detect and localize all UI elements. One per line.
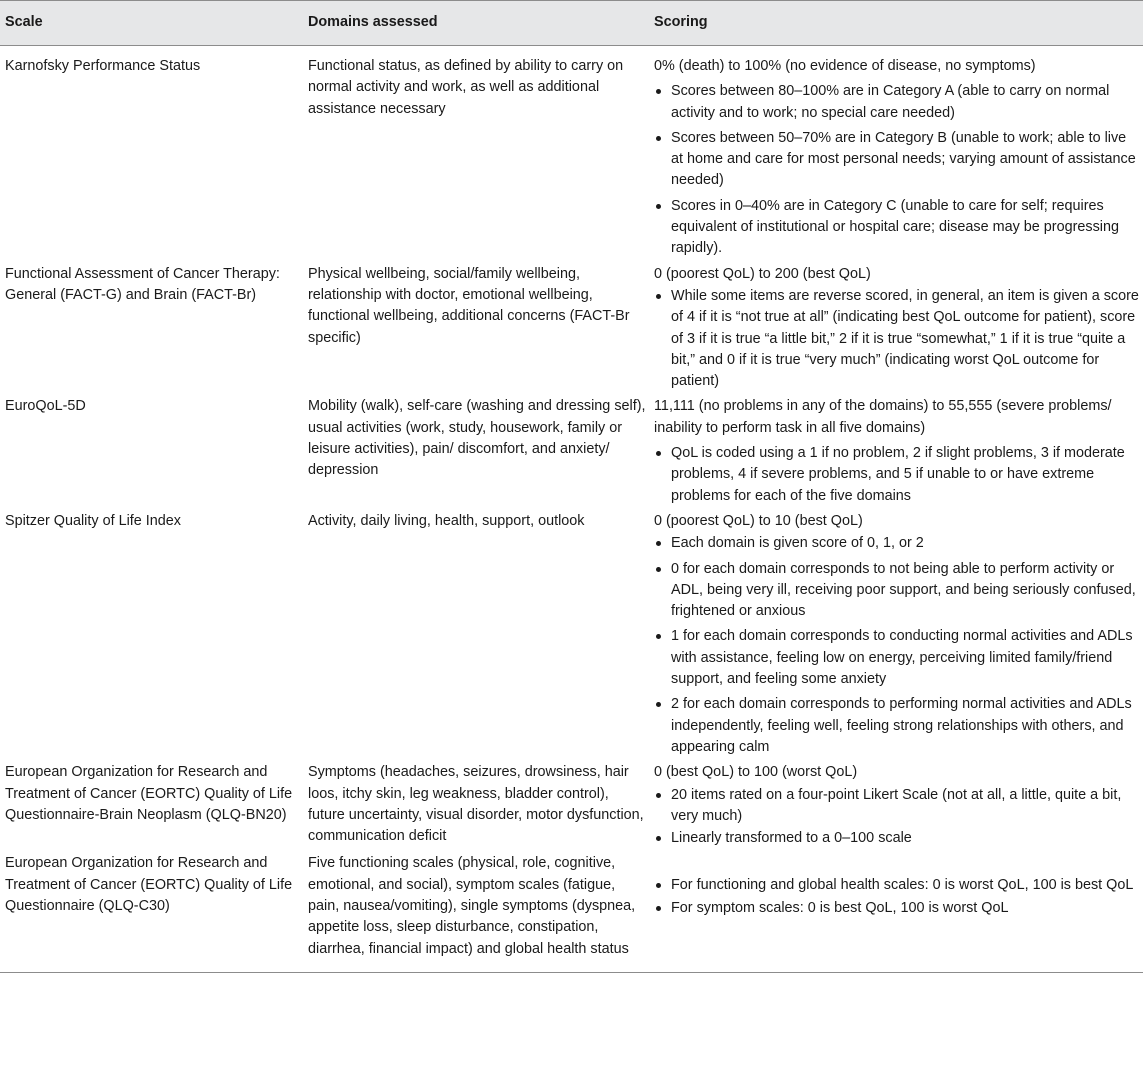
- blank-line: [654, 853, 1139, 874]
- scale-name: Functional Assessment of Cancer Therapy: General (FACT-G) and Brain (FACT-Br): [5, 265, 280, 303]
- scale-name: European Organization for Research and Treatment of Cancer (EORTC) Quality of Life Questionnaire (QLQ-C30): [0, 851, 304, 972]
- scoring-point: While some items are reverse scored, in general, an item is given a score of 4 if it is “not true at all” (indicating best QoL outcome for patient), score of 3 if it is true “a little bit,” 2 if it is true “somewhat,” 1 if it is true “quite a bit,” and 0 if it is true “very much” (indicating worst QoL outcome for patient): [654, 286, 1139, 392]
- table-row: [0, 394, 1143, 508]
- scoring-points: [654, 81, 1139, 259]
- score-range: 11,111 (no problems in any of the domains) to 55,555 (severe problems/ inability to perform task in all five domains): [654, 398, 1112, 436]
- header-scoring: Scoring: [650, 1, 1143, 46]
- table-row: [0, 262, 1143, 395]
- scoring-point: Linearly transformed to a 0–100 scale: [654, 828, 1139, 849]
- header-domains: Domains assessed: [304, 1, 650, 46]
- header-scale: Scale: [0, 1, 304, 46]
- scoring-cell: [650, 46, 1143, 262]
- scoring-cell: [650, 509, 1143, 760]
- domains-assessed: Mobility (walk), self-care (washing and dressing self), usual activities (work, study, housework, family or leisure activities), pain/ discomfort, and anxiety/ depression: [308, 398, 646, 479]
- domains-assessed: Physical wellbeing, social/family wellbeing, relationship with doctor, emotional wellbeing, functional wellbeing, additional concerns (FACT-Br specific): [308, 265, 630, 346]
- header-row: [0, 1, 1143, 46]
- domains-assessed: Activity, daily living, health, support, outlook: [308, 512, 585, 529]
- score-range: 0 (poorest QoL) to 200 (best QoL): [654, 265, 871, 282]
- scoring-point: For symptom scales: 0 is best QoL, 100 is worst QoL: [654, 898, 1139, 919]
- score-range: 0 (poorest QoL) to 10 (best QoL): [654, 512, 863, 529]
- table-row: [0, 760, 1143, 851]
- table-row: [0, 509, 1143, 760]
- scoring-points: [654, 286, 1139, 392]
- scoring-point: 1 for each domain corresponds to conducting normal activities and ADLs with assistance, feeling low on energy, perceiving limited family/friend support, and feeling some anxiety: [654, 626, 1139, 690]
- scoring-points: [654, 443, 1139, 507]
- scoring-cell: [650, 262, 1143, 395]
- scoring-cell: [650, 760, 1143, 851]
- scoring-point: For functioning and global health scales: 0 is worst QoL, 100 is best QoL: [654, 875, 1139, 896]
- scoring-point: Scores between 80–100% are in Category A (able to carry on normal activity and to work; no special care needed): [654, 81, 1139, 124]
- scoring-point: QoL is coded using a 1 if no problem, 2 if slight problems, 3 if moderate problems, 4 if severe problems, and 5 if unable to or have extreme problems for each of the five domains: [654, 443, 1139, 507]
- domains-assessed: Functional status, as defined by ability to carry on normal activity and work, as well as additional assistance necessary: [308, 58, 624, 117]
- table-row: [0, 46, 1143, 262]
- domains-assessed: Five functioning scales (physical, role, cognitive, emotional, and social), symptom scales (fatigue, pain, nausea/vomiting), single symptoms (dyspnea, appetite loss, sleep disturbance, constipation, diarrhea, financial impact) and global health status: [304, 851, 650, 972]
- scoring-points: [654, 533, 1139, 758]
- scoring-point: 20 items rated on a four-point Likert Scale (not at all, a little, quite a bit, very much): [654, 785, 1139, 828]
- domains-assessed: Symptoms (headaches, seizures, drowsiness, hair loos, itchy skin, leg weakness, bladder control), future uncertainty, visual disorder, motor dysfunction, communication deficit: [308, 764, 644, 845]
- scoring-point: 0 for each domain corresponds to not being able to perform activity or ADL, being very ill, receiving poor support, and being seriously confused, frightened or anxious: [654, 559, 1139, 623]
- scoring-points: [654, 785, 1139, 850]
- scoring-cell: [650, 394, 1143, 508]
- scoring-points: [654, 875, 1139, 919]
- score-range: 0 (best QoL) to 100 (worst QoL): [654, 764, 858, 781]
- scoring-point: Scores between 50–70% are in Category B (unable to work; able to live at home and care for most personal needs; varying amount of assistance needed): [654, 128, 1139, 192]
- table-row: [0, 851, 1143, 972]
- scale-name: Karnofsky Performance Status: [5, 58, 201, 74]
- scoring-point: Each domain is given score of 0, 1, or 2: [654, 533, 1139, 554]
- scoring-point: Scores in 0–40% are in Category C (unable to care for self; requires equivalent of institutional or hospital care; disease may be progressing rapidly).: [654, 196, 1139, 260]
- scoring-cell: [650, 851, 1143, 972]
- scale-name: EuroQoL-5D: [5, 398, 86, 415]
- score-range: 0% (death) to 100% (no evidence of disease, no symptoms): [654, 58, 1036, 74]
- scale-name: Spitzer Quality of Life Index: [5, 512, 181, 529]
- scoring-point: 2 for each domain corresponds to performing normal activities and ADLs independently, feeling well, feeling strong relationships with others, and appearing calm: [654, 694, 1139, 758]
- scale-name: European Organization for Research and Treatment of Cancer (EORTC) Quality of Life Questionnaire-Brain Neoplasm (QLQ-BN20): [5, 764, 293, 823]
